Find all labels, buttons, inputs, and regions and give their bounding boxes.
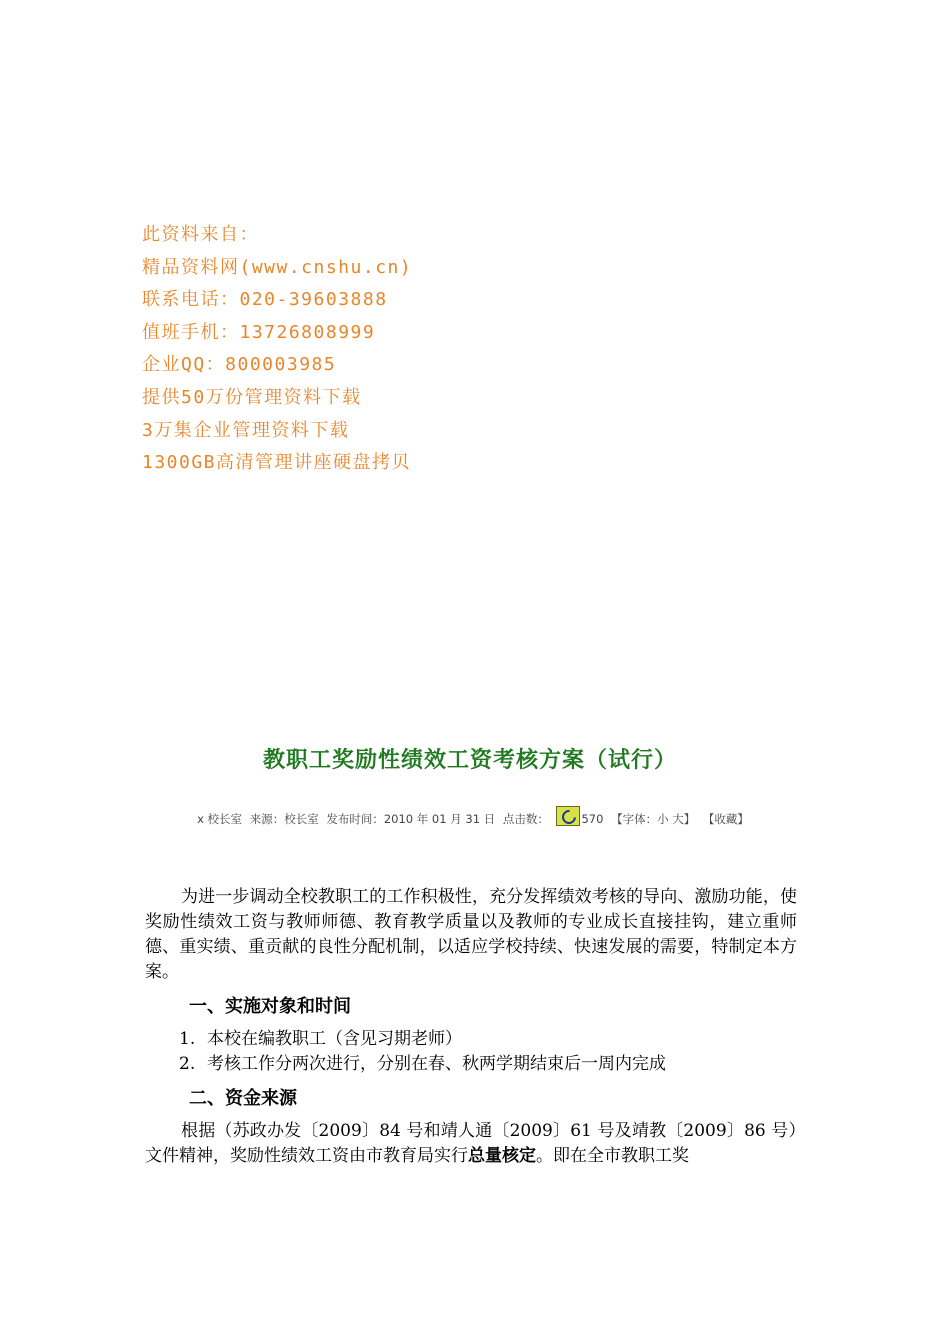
favorite-link[interactable]: 【收藏】 <box>702 812 749 826</box>
funding-text-cont: 。即在全市教职工奖 <box>536 1146 689 1166</box>
list-item <box>145 1027 797 1052</box>
promo-line: 值班手机：13726808999 <box>142 321 376 343</box>
promo-line: 精品资料网(www.cnshu.cn) <box>142 256 413 278</box>
promo-line: 1300GB高清管理讲座硬盘拷贝 <box>142 452 412 474</box>
article-body <box>145 885 797 1169</box>
section-heading-2: 二、资金来源 <box>189 1088 297 1109</box>
promo-line: 3万集企业管理资料下载 <box>142 419 350 441</box>
promo-line: 企业QQ：800003985 <box>142 354 337 376</box>
meta-hits-label: 点击数： <box>502 812 549 826</box>
meta-published: 发布时间：2010 年 01 月 31 日 <box>326 812 496 826</box>
counter-icon <box>556 806 580 826</box>
promo-line: 提供50万份管理资料下载 <box>142 386 362 408</box>
list-item-number: 2. <box>179 1054 196 1074</box>
funding-bold: 总量核定 <box>468 1146 536 1166</box>
promo-block <box>142 219 412 480</box>
promo-line: 此资料来自： <box>142 224 259 245</box>
list-item <box>145 1052 797 1077</box>
section-heading-1: 一、实施对象和时间 <box>189 996 351 1017</box>
article-meta <box>0 806 950 827</box>
list-item-text: 考核工作分两次进行，分别在春、秋两学期结束后一周内完成 <box>207 1054 666 1074</box>
page-title: 教职工奖励性绩效工资考核方案（试行） <box>262 748 677 773</box>
promo-line: 联系电话：020-39603888 <box>142 289 388 311</box>
funding-text: 根据（苏政办发〔2009〕84 号和靖人通〔2009〕61 号及靖教〔2009〕86 号）文件精神，奖励性绩效工资由市教育局实行 <box>145 1121 797 1166</box>
funding-paragraph <box>145 1119 797 1169</box>
intro-paragraph: 为进一步调动全校教职工的工作积极性，充分发挥绩效考核的导向、激励功能，使奖励性绩效工资与教师师德、教育教学质量以及教师的专业成长直接挂钩，建立重师德、重实绩、重贡献的良性分配机制，以适应学校持续、快速发展的需要，特制定本方案。 <box>145 887 797 982</box>
font-size-toggle[interactable]: 【字体：小 大】 <box>611 812 696 826</box>
meta-source: 来源：校长室 <box>249 812 319 826</box>
meta-hits: 570 <box>581 812 604 826</box>
list-item-number: 1. <box>179 1029 196 1049</box>
list-item-text: 本校在编教职工（含见习期老师） <box>207 1029 462 1049</box>
meta-author: x 校长室 <box>197 812 243 826</box>
